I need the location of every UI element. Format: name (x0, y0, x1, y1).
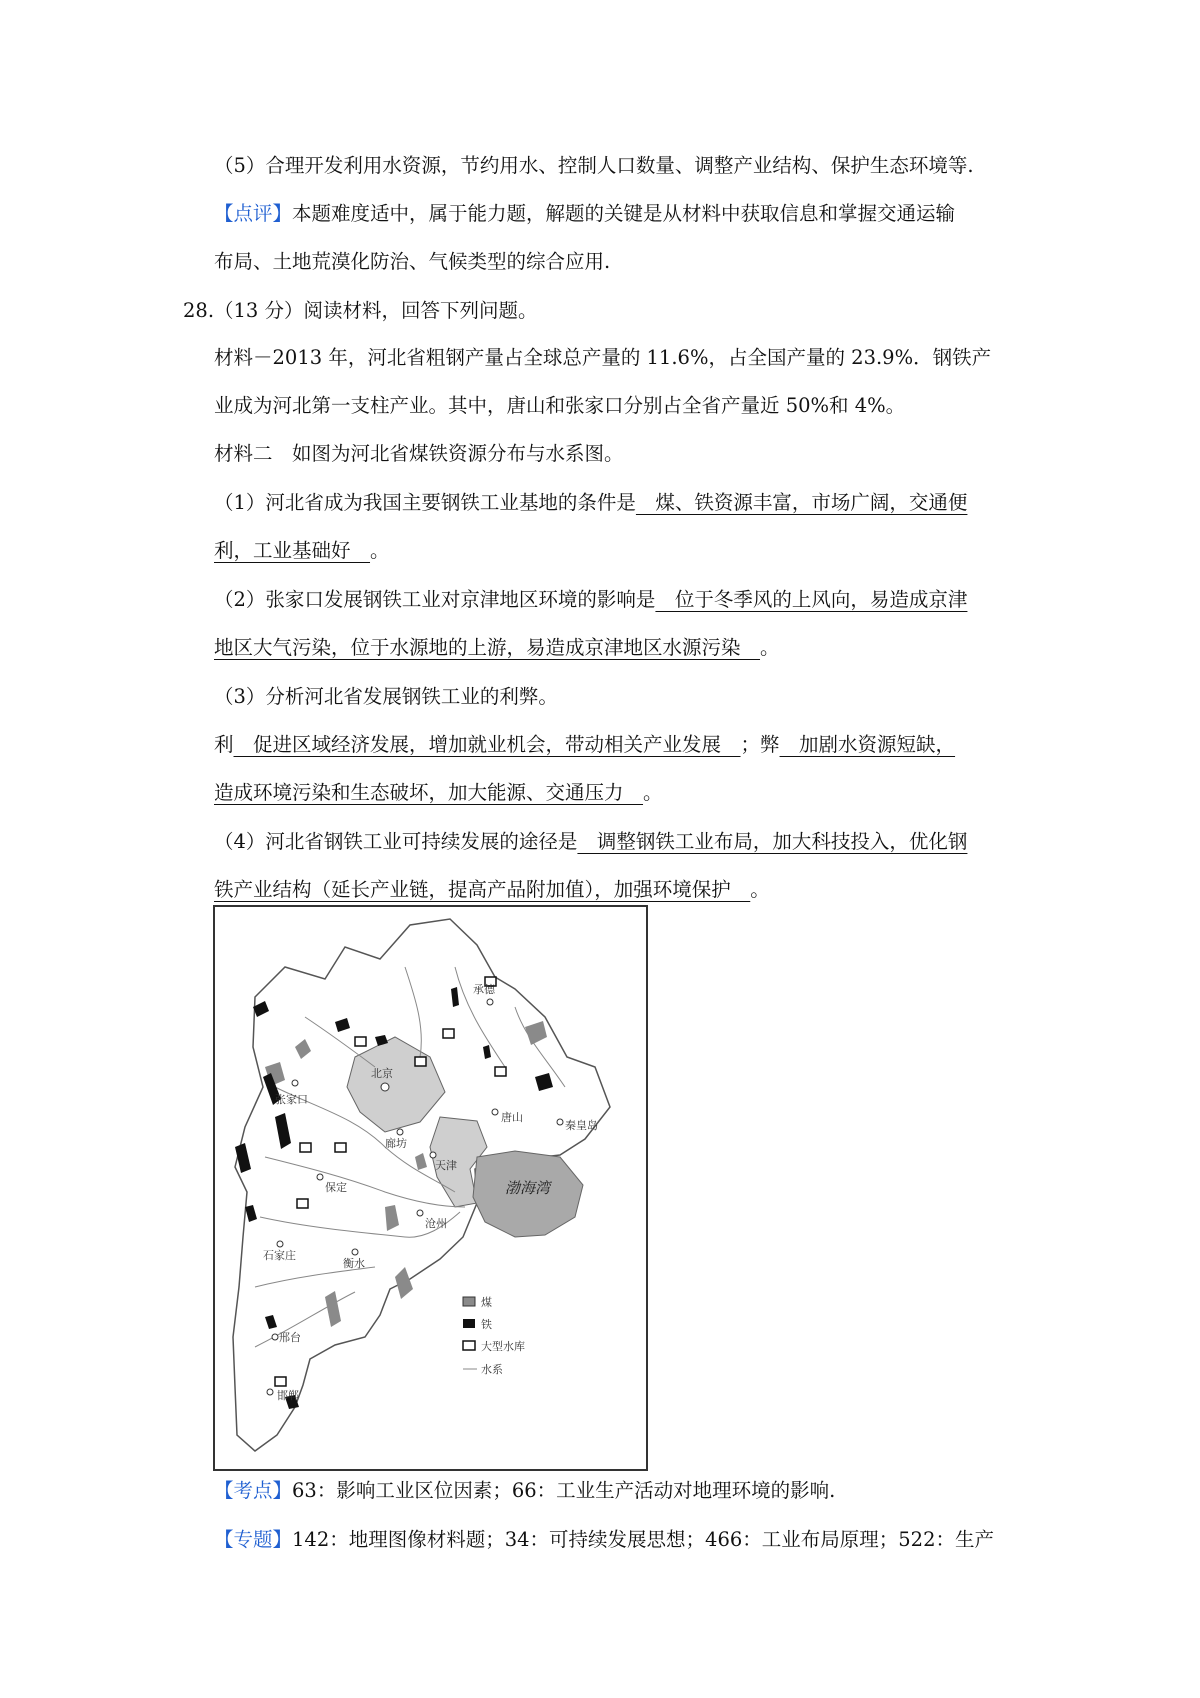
kaodian-line (214, 1477, 835, 1505)
city-hengshui: 衡水 (343, 1257, 365, 1270)
answer-2-fill-1: 位于冬季风的上风向，易造成京津 (655, 588, 968, 611)
city-qinhuangdao: 秦皇岛 (565, 1119, 598, 1132)
zhuanti-line (214, 1526, 994, 1554)
kaodian-tag: 【考点】 (214, 1479, 293, 1502)
answer-3-bi-fill-1: 加剧水资源短缺， (779, 733, 956, 756)
answer-3-bi: ；弊 (740, 733, 780, 756)
legend-coal-swatch (463, 1297, 475, 1306)
answer-3-bi-fill-2: 造成环境污染和生态破坏，加大能源、交通压力 (214, 781, 644, 804)
question-28-heading: 28.（13 分）阅读材料，回答下列问题。 (183, 299, 538, 322)
answer-2-line-1 (214, 586, 967, 614)
answer-2-line-2 (214, 634, 780, 662)
answer-1-end: 。 (370, 539, 390, 562)
sea-label: 渤海湾 (505, 1179, 551, 1197)
city-chengde: 承德 (473, 983, 495, 996)
legend-iron-label: 铁 (481, 1318, 492, 1331)
answer-3-line-1 (214, 731, 955, 759)
legend-river-label: 水系 (481, 1363, 503, 1376)
answer-4-line-2 (214, 876, 770, 904)
comment-line-2: 布局、土地荒漠化防治、气候类型的综合应用. (214, 250, 611, 273)
answer-3-li: 利 (214, 733, 234, 756)
answer-4-fill-2: 铁产业结构（延长产业链，提高产品附加值），加强环境保护 (214, 878, 751, 901)
city-beijing: 北京 (371, 1067, 393, 1080)
answer-3-li-fill: 促进区域经济发展，增加就业机会，带动相关产业发展 (233, 733, 741, 756)
legend-coal-label: 煤 (481, 1296, 492, 1309)
legend-reservoir-label: 大型水库 (481, 1340, 525, 1353)
map-legend (463, 1295, 525, 1376)
hebei-resource-map (213, 905, 648, 1471)
answer-4-line-1 (214, 828, 967, 856)
city-shijiazhuang: 石家庄 (263, 1249, 296, 1262)
city-cangzhou: 沧州 (425, 1217, 447, 1230)
answer-1-line-2 (214, 537, 390, 565)
material-1-line-1: 材料－2013 年，河北省粗钢产量占全球总产量的 11.6%，占全国产量的 23.9%．钢铁产 (214, 346, 992, 369)
city-handan: 邯郸 (277, 1389, 299, 1402)
answer-3-heading: （3）分析河北省发展钢铁工业的利弊。 (214, 685, 558, 708)
map-svg (215, 907, 646, 1469)
kaodian-text: 63：影响工业区位因素；66：工业生产活动对地理环境的影响. (292, 1479, 836, 1502)
comment-tag: 【点评】 (214, 202, 293, 225)
answer-3-end: 。 (643, 781, 663, 804)
answer-2-prefix: （2）张家口发展钢铁工业对京津地区环境的影响是 (214, 588, 656, 611)
city-tianjin: 天津 (435, 1159, 457, 1172)
answer-4-prefix: （4）河北省钢铁工业可持续发展的途径是 (214, 830, 578, 853)
answer-5: （5）合理开发利用水资源，节约用水、控制人口数量、调整产业结构、保护生态环境等. (214, 154, 974, 177)
answer-2-fill-2: 地区大气污染，位于水源地的上游，易造成京津地区水源污染 (214, 636, 761, 659)
answer-4-fill-1: 调整钢铁工业布局，加大科技投入，优化钢 (577, 830, 968, 853)
answer-1-fill-2: 利，工业基础好 (214, 539, 371, 562)
material-1-line-2: 业成为河北第一支柱产业。其中，唐山和张家口分别占全省产量近 50%和 4%。 (214, 394, 906, 417)
answer-1-fill-1: 煤、铁资源丰富，市场广阔，交通便 (635, 491, 968, 514)
zhuanti-text: 142：地理图像材料题；34：可持续发展思想；466：工业布局原理；522：生产 (292, 1528, 994, 1551)
answer-2-end: 。 (760, 636, 780, 659)
city-zhangjiakou: 张家口 (275, 1093, 308, 1106)
legend-reservoir-swatch (463, 1341, 475, 1350)
answer-4-end: 。 (750, 878, 770, 901)
zhuanti-tag: 【专题】 (214, 1528, 293, 1551)
material-2: 材料二 如图为河北省煤铁资源分布与水系图。 (214, 442, 624, 465)
city-langfang: 廊坊 (385, 1137, 407, 1150)
city-tangshan: 唐山 (501, 1111, 523, 1124)
legend-iron-swatch (463, 1319, 475, 1328)
comment-text: 本题难度适中，属于能力题，解题的关键是从材料中获取信息和掌握交通运输 (292, 202, 956, 225)
answer-1-prefix: （1）河北省成为我国主要钢铁工业基地的条件是 (214, 491, 636, 514)
answer-1-line-1 (214, 489, 967, 517)
city-baoding: 保定 (325, 1181, 347, 1194)
answer-3-line-2 (214, 779, 663, 807)
city-xingtai: 邢台 (279, 1331, 301, 1344)
comment-line-1 (214, 200, 955, 228)
